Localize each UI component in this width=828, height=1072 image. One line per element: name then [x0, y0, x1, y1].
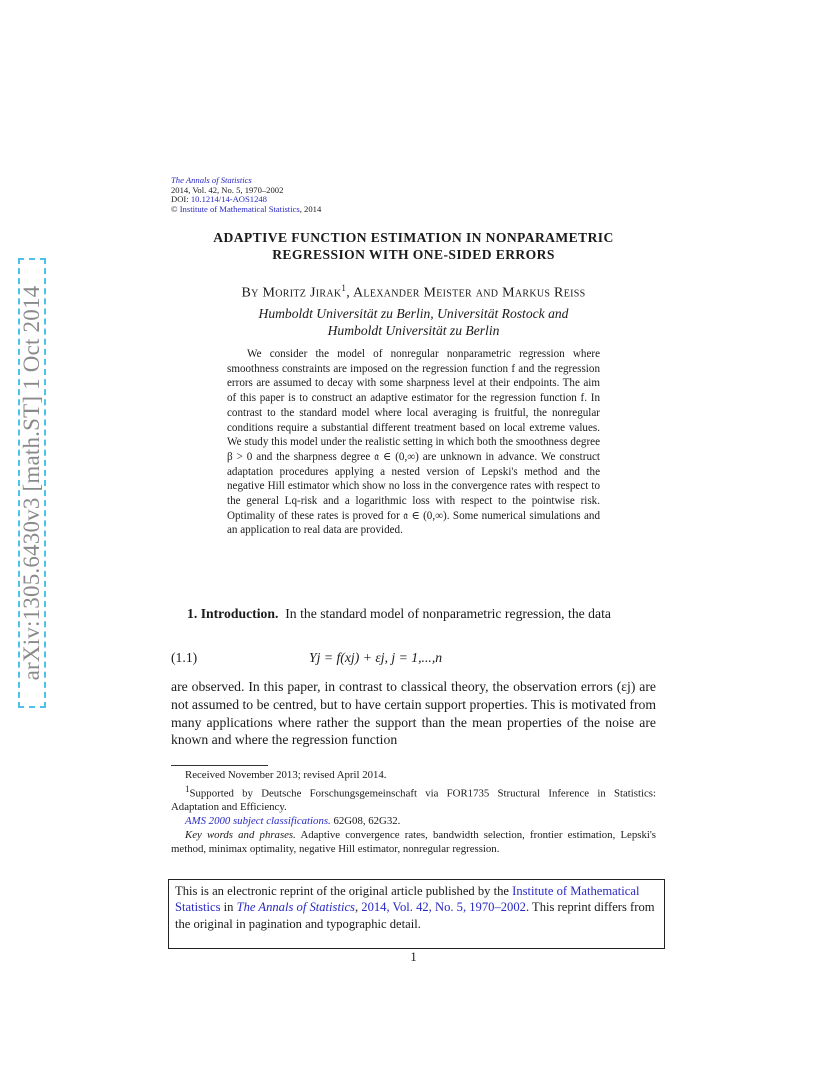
title-line-2: REGRESSION WITH ONE-SIDED ERRORS: [272, 247, 555, 262]
paper-title: [171, 229, 656, 263]
keywords-text: Adaptive convergence rates, bandwidth selection, frontier estimation, Lepski's method, minimax optimality, negative Hill estimator, nonregular regression.: [171, 828, 656, 855]
author-footnote-mark[interactable]: 1: [341, 283, 347, 293]
introduction-paragraph: [171, 605, 656, 623]
affiliation-line-1: Humboldt Universität zu Berlin, Universität Rostock and: [258, 306, 569, 321]
copyright-year: , 2014: [299, 203, 322, 214]
title-line-1: ADAPTIVE FUNCTION ESTIMATION IN NONPARAMETRIC: [213, 230, 614, 245]
received-note: Received November 2013; revised April 2014.: [185, 769, 387, 781]
arxiv-stamp-text: arXiv:1305.6430v3 [math.ST] 1 Oct 2014: [19, 285, 44, 681]
reprint-comma: ,: [354, 900, 359, 915]
journal-meta: [171, 176, 321, 214]
journal-name-link[interactable]: The Annals of Statistics: [171, 175, 252, 185]
abstract: We consider the model of nonregular nonparametric regression where smoothness constraints are imposed on the regression function f and the regression errors are assumed to decay with some sharpness level at their endpoints. The aim of this paper is to construct an adaptive estimator for the regression function f. In contrast to the standard model where local averaging is fruitful, the nonregular conditions require a substantial different treatment based on local extreme values. We study this model under the realistic setting in which both the smoothness degree β > 0 and the sharpness degree 𝔞 ∈ (0,∞) are unknown in advance. We construct adaptation procedures applying a nested version of Lepski's method and the negative Hill estimator which show no loss in the convergence rates with respect to the general Lq-risk and a logarithmic loss with respect to the pointwise risk. Optimality of these rates is proved for 𝔞 ∈ (0,∞). Some numerical simulations and an application to real data are provided.: [227, 348, 600, 537]
reprint-institute-link[interactable]: Institute of Mathematical Statistics: [175, 884, 640, 915]
reprint-text-2: . This reprint differs from the original in pagination and typographic detail.: [175, 900, 655, 931]
reprint-notice-box: [168, 879, 665, 949]
author-rest: , Alexander Meister and Markus Reiss: [346, 285, 586, 301]
keywords-note: [171, 829, 656, 857]
affiliation-line-2: Humboldt Universität zu Berlin: [327, 323, 500, 338]
arxiv-stamp: [18, 258, 46, 708]
ams-codes: 62G08, 62G32.: [333, 814, 401, 827]
equation-body: Yj = f(xj) + εj, j = 1,...,n: [309, 650, 443, 665]
doi-link[interactable]: 10.1214/14-AOS1248: [190, 194, 267, 205]
copyright-icon: ©: [171, 203, 178, 214]
section-heading: 1. Introduction.: [187, 606, 279, 621]
reprint-in: in: [220, 900, 237, 915]
reprint-text-1: This is an electronic reprint of the original article published by the: [175, 884, 509, 898]
keywords-label: Key words and phrases.: [185, 828, 296, 841]
page-number: 1: [410, 950, 417, 964]
support-text: Supported by Deutsche Forschungsgemeinschaft via FOR1735 Structural Inference in Statistics: Adaptation and Efficiency.: [171, 787, 656, 814]
reprint-journal-link[interactable]: The Annals of Statistics: [236, 900, 355, 915]
author-first: By Moritz Jirak: [241, 285, 342, 301]
equation-1-1: [171, 650, 656, 670]
footnotes: [171, 769, 656, 856]
ims-link[interactable]: Institute of Mathematical Statistics: [179, 203, 300, 214]
intro-text-1: In the standard model of nonparametric regression, the data: [285, 606, 611, 621]
affiliation: [171, 305, 656, 339]
footnote-rule: [171, 765, 268, 766]
support-footnote-mark: 1: [185, 783, 190, 794]
equation-number: (1.1): [171, 650, 198, 665]
ams-note: [171, 815, 656, 829]
doi-label: DOI:: [171, 194, 189, 205]
ams-classification-link[interactable]: AMS 2000 subject classifications.: [185, 814, 331, 827]
journal-volume-line: 2014, Vol. 42, No. 5, 1970–2002: [171, 184, 284, 195]
intro-text-2: are observed. In this paper, in contrast to classical theory, the observation errors (εj) are not assumed to be centred, but to have certain support properties. This is motivated from many applications where rather the support than the mean properties of the noise are known and where the regression function: [171, 679, 656, 748]
reprint-volume-link[interactable]: 2014, Vol. 42, No. 5, 1970–2002: [361, 900, 526, 915]
authors: [171, 280, 656, 302]
support-note: [171, 783, 656, 815]
